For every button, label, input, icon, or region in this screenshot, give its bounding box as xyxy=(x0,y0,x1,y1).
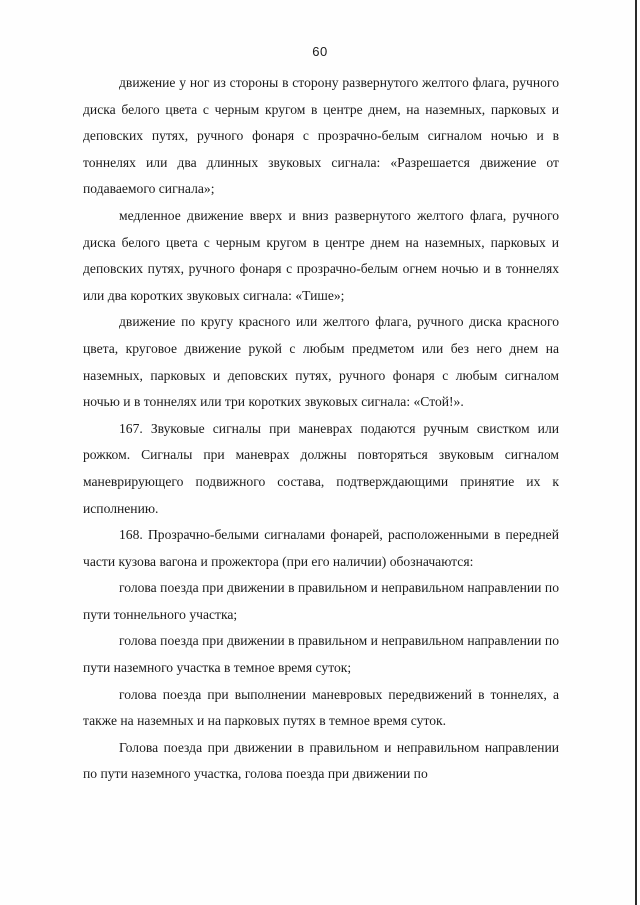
paragraph: голова поезда при движении в правильном и неправильном направлении по пути наземного участка в темное время суток; xyxy=(83,633,559,676)
paragraph: 168. Прозрачно-белыми сигналами фонарей, расположенными в передней части кузова вагона и прожектора (при его наличии) обозначаются: xyxy=(83,527,559,569)
page-number: 60 xyxy=(312,44,328,59)
paragraph: голова поезда при выполнении маневровых передвижений в тоннелях, а также на наземных и на парковых путях в темное время суток. xyxy=(83,686,559,729)
paragraph: движение у ног из стороны в сторону развернутого желтого флага, ручного диска белого цвета с черным кругом в центре днем, на наземных, парковых и деповских путях, ручного фонаря с прозрачно-белым сигналом ночью и в тоннелях или два длинных звуковых сигнала: «Разрешается движение от подаваемого сигнала»; xyxy=(83,75,559,197)
scan-edge-line xyxy=(635,0,637,905)
paragraph: движение по кругу красного или желтого флага, ручного диска красного цвета, круговое движение рукой с любым предметом или без него днем на наземных, парковых и деповских путях, ручного фонаря с любым сигналом ночью и в тоннелях или три коротких звуковых сигнала: «Стой!». xyxy=(83,314,559,410)
paragraph: голова поезда при движении в правильном и неправильном направлении по пути тоннельного участка; xyxy=(83,580,559,622)
paragraph: Голова поезда при движении в правильном и неправильном направлении по пути наземного участка, голова поезда при движении по xyxy=(83,739,559,782)
paragraph: медленное движение вверх и вниз развернутого желтого флага, ручного диска белого цвета с черным кругом в центре днем на наземных, парковых и деповских путях, ручного фонаря с прозрачно-белым огнем ночью и в тоннелях или два коротких звуковых сигнала: «Тише»; xyxy=(83,207,559,303)
body-text xyxy=(83,70,559,788)
paragraph: 167. Звуковые сигналы при маневрах подаются ручным свистком или рожком. Сигналы при маневрах должны повторяться звуковым сигналом маневрирующего подвижного состава, подтверждающими принятие их к исполнению. xyxy=(83,420,559,516)
